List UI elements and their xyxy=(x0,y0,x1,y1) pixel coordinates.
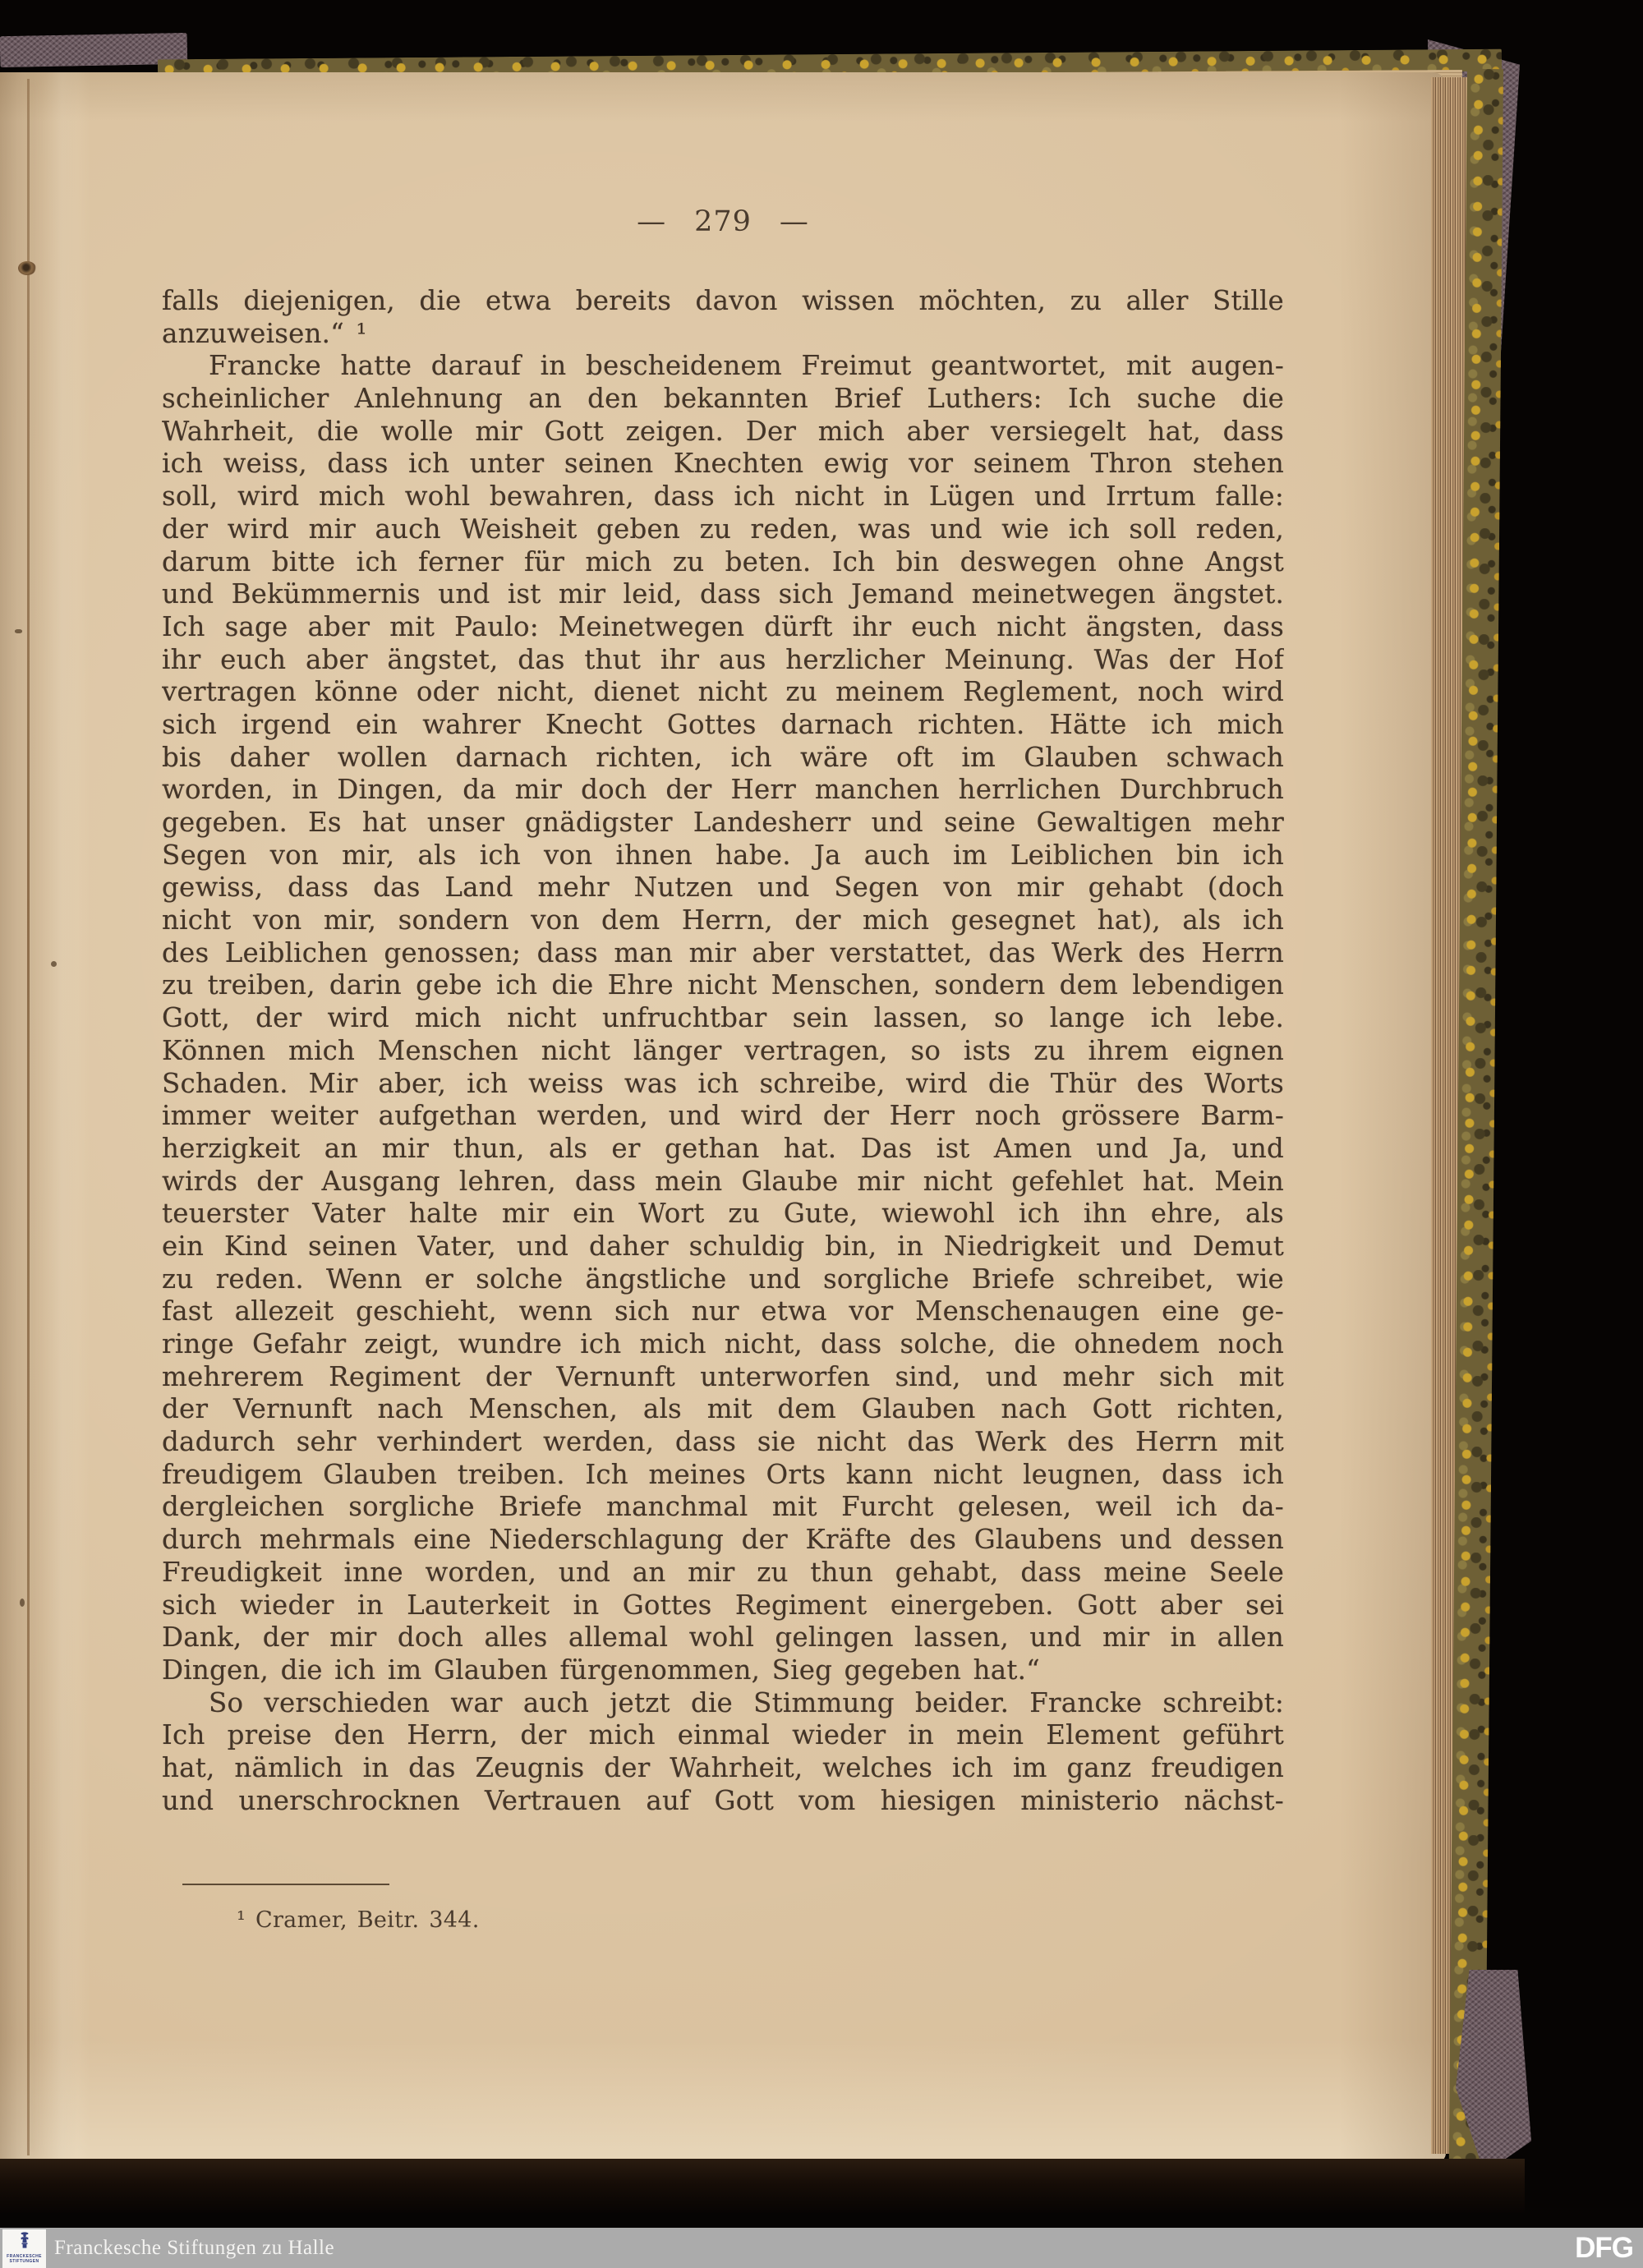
text-line: Gott, der wird mich nicht unfruchtbar sein lassen, so lange ich lebe. xyxy=(162,1002,1284,1034)
text-line: ringe Gefahr zeigt, wundre ich mich nicht, dass solche, die ohnedem noch xyxy=(162,1328,1284,1359)
footnote: ¹ Cramer, Beitr. 344. xyxy=(237,1907,480,1933)
text-line: Können mich Menschen nicht länger vertragen, so ists zu ihrem eignen xyxy=(162,1034,1284,1066)
header-dash-right: — xyxy=(779,205,809,238)
sewing-knot xyxy=(18,261,36,275)
text-line: dergleichen sorgliche Briefe manchmal mit Furcht gelesen, weil ich da- xyxy=(162,1491,1284,1523)
text-line: fast allezeit geschieht, wenn sich nur etwa vor Menschenaugen eine ge- xyxy=(162,1295,1284,1327)
text-line: Segen von mir, als ich von ihnen habe. Ja auch im Leiblichen bin ich xyxy=(162,839,1284,871)
page-number: 279 xyxy=(694,205,752,238)
text-line: der wird mir auch Weisheit geben zu reden, was und wie ich soll reden, xyxy=(162,513,1284,545)
text-line: freudigem Glauben treiben. Ich meines Orts kann nicht leugnen, dass ich xyxy=(162,1458,1284,1490)
footer-bar xyxy=(0,2228,1643,2268)
paper-speck xyxy=(20,1599,25,1607)
text-line: Ich preise den Herrn, der mich einmal wieder in mein Element geführt xyxy=(162,1719,1284,1751)
text-line: worden, in Dingen, da mir doch der Herr manchen herrlichen Durchbruch xyxy=(162,774,1284,806)
text-line: sich wieder in Lauterkeit in Gottes Regiment einergeben. Gott aber sei xyxy=(162,1589,1284,1621)
footnote-separator-rule xyxy=(182,1884,389,1885)
paper-speck xyxy=(51,961,57,967)
text-line: immer weiter aufgethan werden, und wird der Herr noch grössere Barm- xyxy=(162,1100,1284,1132)
text-line: gegeben. Es hat unser gnädigster Landesherr und seine Gewaltigen mehr xyxy=(162,807,1284,838)
text-line: und unerschrocknen Vertrauen auf Gott vom hiesigen ministerio nächst- xyxy=(162,1784,1284,1816)
text-line: durch mehrmals eine Niederschlagung der Kräfte des Glaubens und dessen xyxy=(162,1524,1284,1556)
institution-logo-text-line2: STIFTUNGEN xyxy=(9,2259,39,2264)
institution-logo-text-line1: FRANCKESCHE xyxy=(7,2254,42,2259)
text-line: Francke hatte darauf in bescheidenem Freimut geantwortet, mit augen- xyxy=(209,350,1284,382)
text-line: soll, wird mich wohl bewahren, dass ich nicht in Lügen und Irrtum falle: xyxy=(162,481,1284,513)
text-line: ich weiss, dass ich unter seinen Knechten ewig vor seinem Thron stehen xyxy=(162,448,1284,480)
text-line: und Bekümmernis und ist mir leid, dass sich Jemand meinetwegen ängstet. xyxy=(162,578,1284,610)
text-line: herzigkeit an mir thun, als er gethan hat. Das ist Amen und Ja, und xyxy=(162,1132,1284,1164)
text-line: zu reden. Wenn er solche ängstliche und sorgliche Briefe schreibet, wie xyxy=(162,1263,1284,1295)
text-line: bis daher wollen darnach richten, ich wäre oft im Glauben schwach xyxy=(162,741,1284,773)
dfg-logo: DFG xyxy=(1575,2231,1633,2264)
text-line: Dingen, die ich im Glauben fürgenommen, Sieg gegeben hat.“ xyxy=(162,1654,1040,1686)
text-line: nicht von mir, sondern von dem Herrn, der mich gesegnet hat), als ich xyxy=(162,904,1284,936)
text-line: ein Kind seinen Vater, und daher schuldig bin, in Niedrigkeit und Demut xyxy=(162,1230,1284,1262)
text-line: wirds der Ausgang lehren, dass mein Glaube mir nicht gefehlet hat. Mein xyxy=(162,1165,1284,1197)
text-line: ihr euch aber ängstet, das thut ihr aus herzlicher Meinung. Was der Hof xyxy=(162,643,1284,675)
gutter-binding-line xyxy=(27,79,30,2155)
text-line: zu treiben, darin gebe ich die Ehre nicht Menschen, sondern dem lebendigen xyxy=(162,969,1284,1001)
text-line: anzuweisen.“ ¹ xyxy=(162,317,367,349)
text-line: des Leiblichen genossen; dass man mir aber verstattet, das Werk des Herrn xyxy=(162,936,1284,968)
book-bottom-shadow xyxy=(0,2159,1525,2213)
francke-monument-icon xyxy=(16,2231,34,2253)
text-line: Wahrheit, die wolle mir Gott zeigen. Der mich aber versiegelt hat, dass xyxy=(162,415,1284,447)
text-line: Schaden. Mir aber, ich weiss was ich schreibe, wird die Thür des Worts xyxy=(162,1067,1284,1099)
text-line: Dank, der mir doch alles allemal wohl gelingen lassen, und mir in allen xyxy=(162,1622,1284,1654)
text-line: Ich sage aber mit Paulo: Meinetwegen dürft ihr euch nicht ängsten, dass xyxy=(162,610,1284,642)
institution-name: Franckesche Stiftungen zu Halle xyxy=(54,2236,335,2259)
text-line: mehrerem Regiment der Vernunft unterworfen sind, und mehr sich mit xyxy=(162,1360,1284,1392)
text-line: hat, nämlich in das Zeugnis der Wahrheit, welches ich im ganz freudigen xyxy=(162,1751,1284,1783)
text-line: teuerster Vater halte mir ein Wort zu Gute, wiewohl ich ihn ehre, als xyxy=(162,1198,1284,1230)
text-line: sich irgend ein wahrer Knecht Gottes darnach richten. Hätte ich mich xyxy=(162,708,1284,740)
text-line: gewiss, dass das Land mehr Nutzen und Segen von mir gehabt (doch xyxy=(162,872,1284,904)
text-line: So verschieden war auch jetzt die Stimmung beider. Francke schreibt: xyxy=(209,1686,1284,1718)
text-line: vertragen könne oder nicht, dienet nicht zu meinem Reglement, noch wird xyxy=(162,676,1284,708)
body-text-block xyxy=(162,285,1284,1817)
page-number-header xyxy=(162,205,1284,238)
text-line: Freudigkeit inne worden, und an mir zu thun gehabt, dass meine Seele xyxy=(162,1556,1284,1588)
text-line: falls diejenigen, die etwa bereits davon wissen möchten, zu aller Stille xyxy=(162,285,1284,316)
text-line: darum bitte ich ferner für mich zu beten. Ich bin deswegen ohne Angst xyxy=(162,545,1284,577)
institution-logo xyxy=(2,2229,46,2268)
text-line: dadurch sehr verhindert werden, dass sie nicht das Werk des Herrn mit xyxy=(162,1426,1284,1458)
text-line: der Vernunft nach Menschen, als mit dem Glauben nach Gott richten, xyxy=(162,1393,1284,1425)
paper-speck xyxy=(15,629,22,633)
text-line: scheinlicher Anlehnung an den bekannten Brief Luthers: Ich suche die xyxy=(162,383,1284,415)
header-dash-left: — xyxy=(637,205,667,238)
